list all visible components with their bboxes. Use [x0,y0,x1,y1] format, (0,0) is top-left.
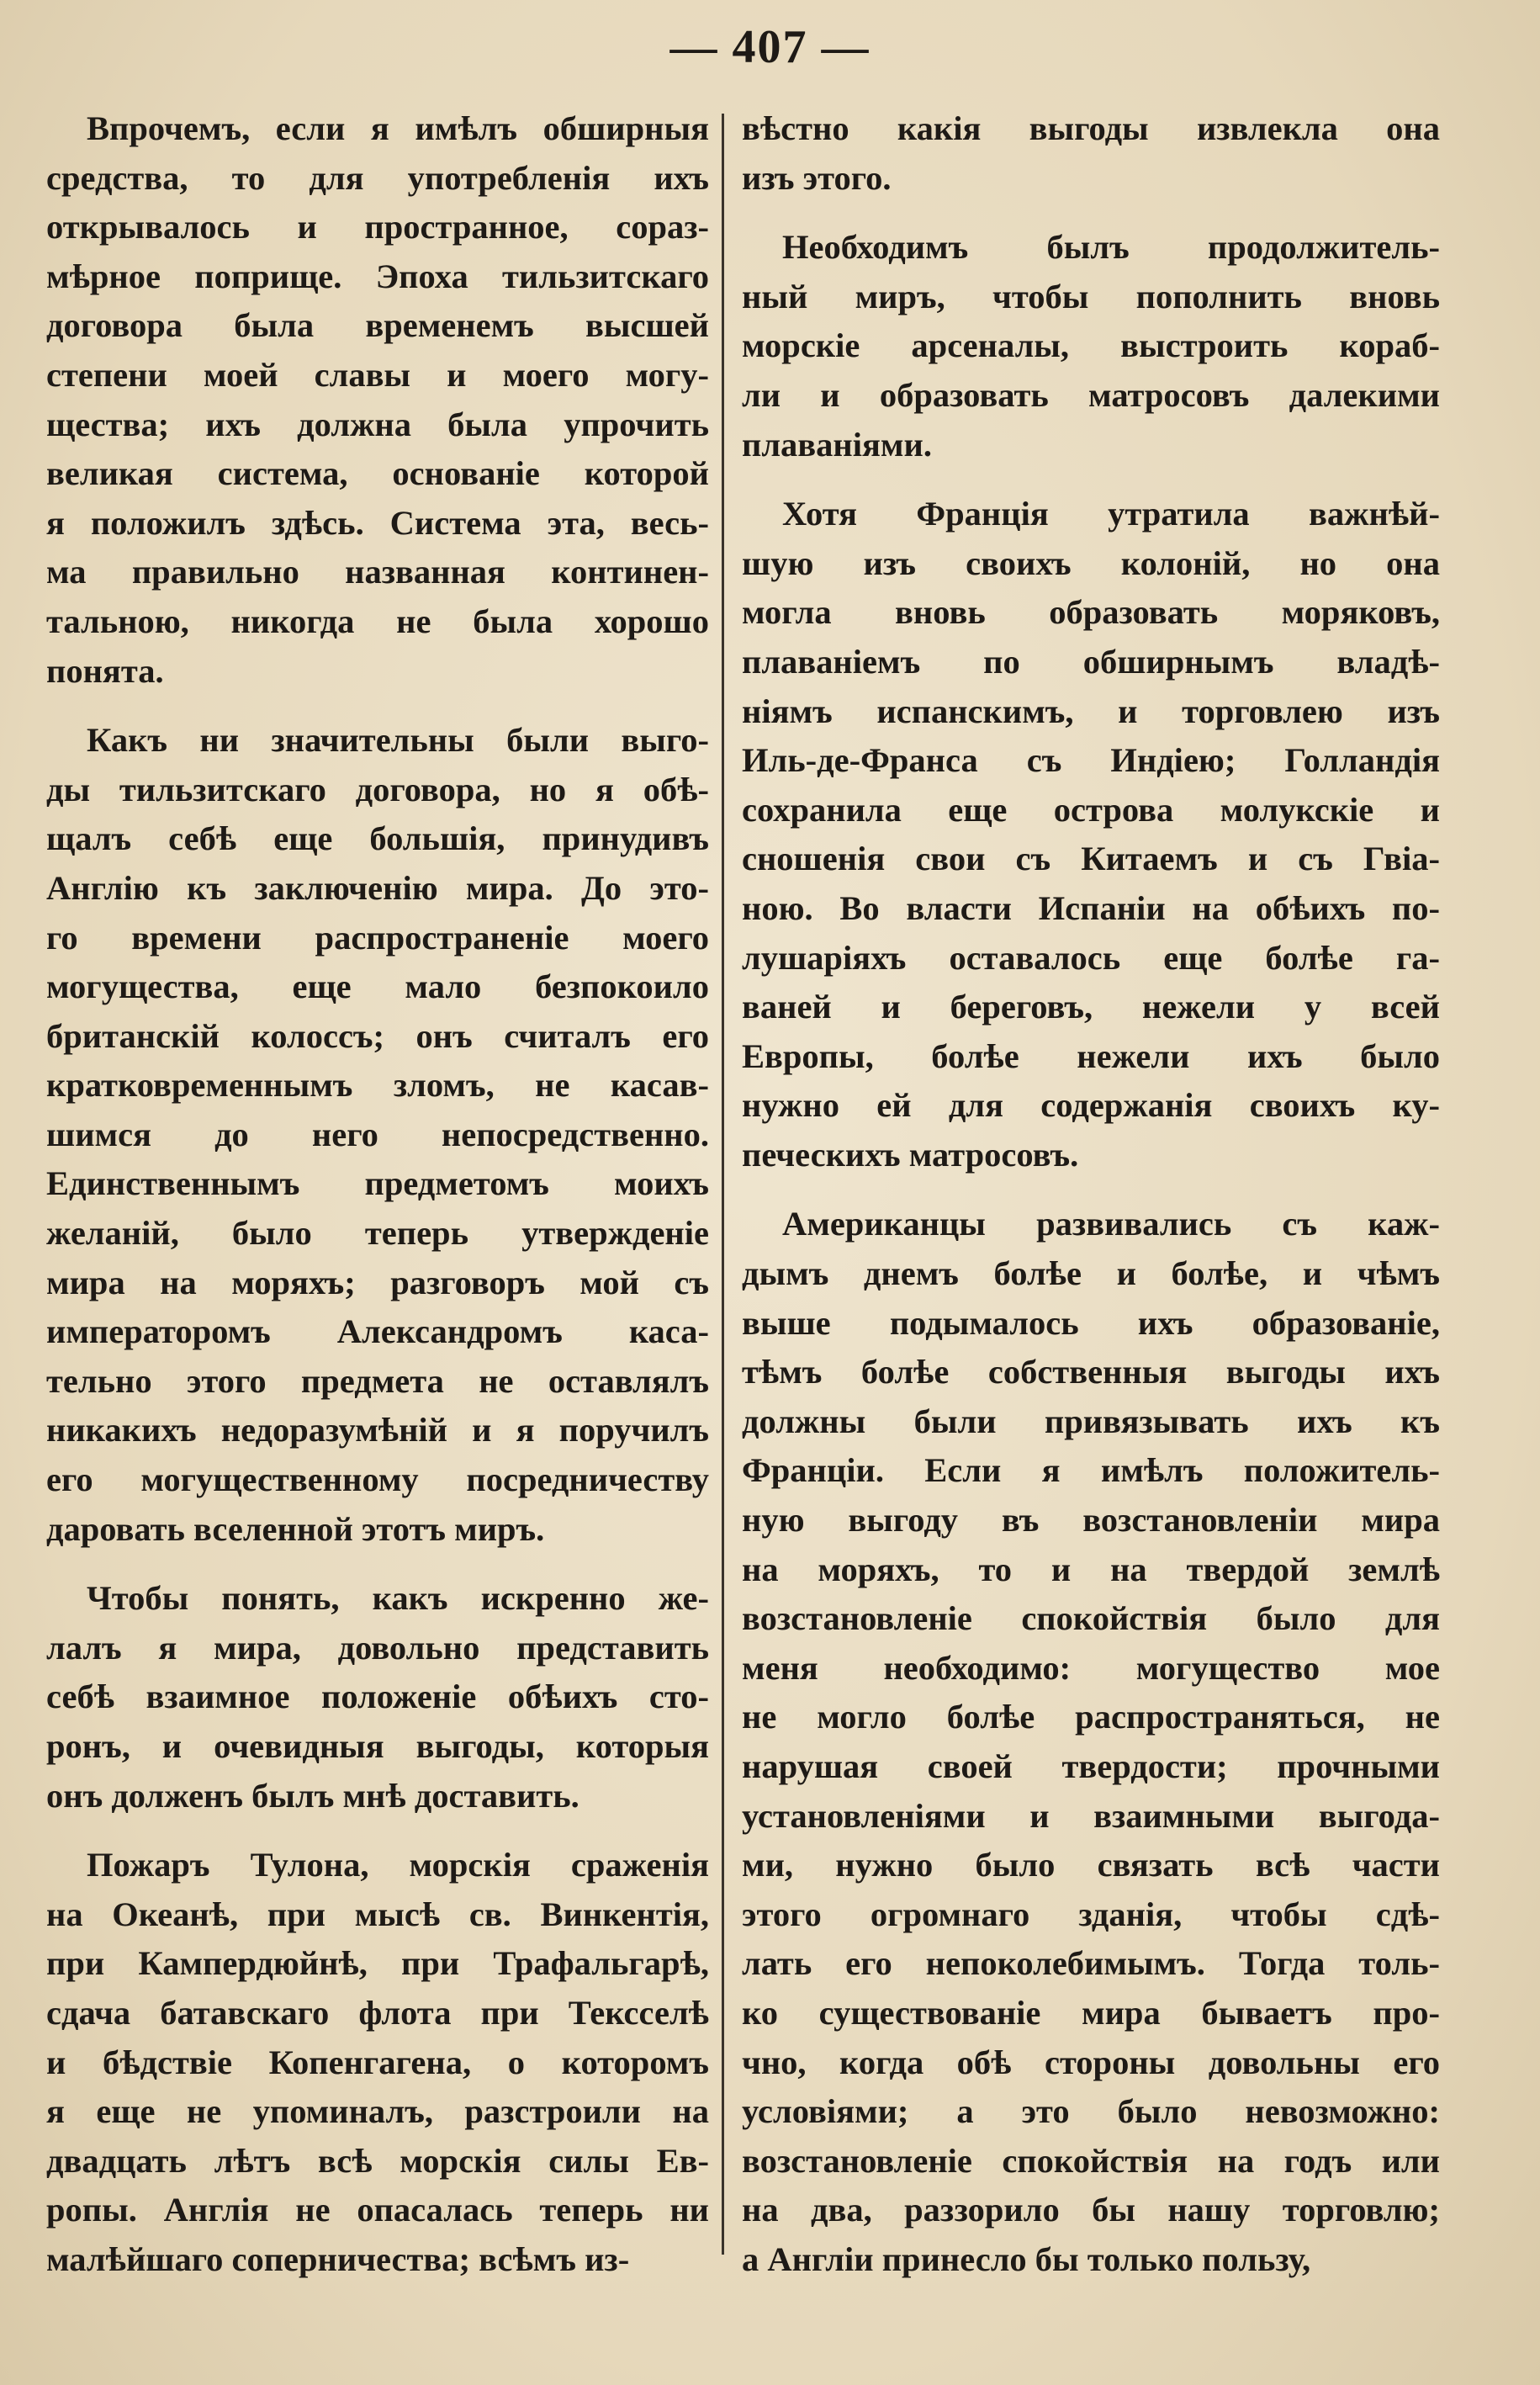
right-text-column [742,104,1440,2305]
text-line: степени моей славы и моего могу- [46,355,709,394]
text-line: ми, нужно было связать всѣ части [742,1846,1440,1884]
text-line: малѣйшаго соперничества; всѣмъ из- [46,2239,630,2278]
page-number: — 407 — [669,21,871,73]
text-line: изъ этого. [742,158,892,197]
text-line: при Кампердюйнѣ, при Трафальгарѣ, [46,1944,709,1983]
text-line: тельно этого предмета не оставлялъ [46,1361,709,1400]
text-line: Чтобы понять, какъ искренно же- [87,1579,709,1618]
text-line: щалъ себѣ еще большія, принудивъ [46,819,709,858]
text-line: сохранила еще острова молукскіе и [742,790,1440,829]
text-line: нарушая своей твердости; прочными [742,1747,1440,1785]
text-line: вѣстно какія выгоды извлекла она [742,109,1440,147]
text-line: этого огромнаго зданія, чтобы сдѣ- [742,1895,1440,1933]
text-line: лушаріяхъ оставалось еще болѣе га- [742,938,1440,977]
text-line: могущества, еще мало безпокоило [46,967,709,1006]
text-line: Франціи. Если я имѣлъ положитель- [742,1451,1440,1490]
text-line: тѣмъ болѣе собственныя выгоды ихъ [742,1353,1440,1391]
paragraph [46,1841,709,2284]
text-line: понята. [46,651,164,690]
text-line: ропы. Англія не опасалась теперь ни [46,2191,709,2229]
text-line: лать его непоколебимымъ. Тогда толь- [742,1944,1440,1983]
text-line: Англію къ заключенію мира. До это- [46,868,709,907]
column-divider [722,114,724,2255]
text-line: щества; ихъ должна была упрочить [46,405,709,443]
text-line: ма правильно названная континен- [46,553,709,591]
paragraph [742,1200,1440,2284]
text-line: Единственнымъ предметомъ моихъ [46,1164,709,1203]
text-line: ваней и береговъ, нежели у всей [742,988,1440,1026]
paragraph [742,490,1440,1179]
text-line: на Океанѣ, при мысѣ св. Винкентія, [46,1895,709,1933]
text-line: чно, когда обѣ стороны довольны его [742,2043,1440,2081]
text-line: должны были привязывать ихъ къ [742,1402,1440,1440]
text-line: лалъ я мира, довольно представить [46,1628,709,1667]
text-line: ный миръ, чтобы пополнить вновь [742,277,1440,315]
text-line: дымъ днемъ болѣе и болѣе, и чѣмъ [742,1254,1440,1293]
text-line: двадцать лѣтъ всѣ морскія силы Ев- [46,2141,709,2180]
text-line: его могущественному посредничеству [46,1460,709,1499]
text-line: сдача батавскаго флота при Тексселѣ [46,1993,709,2032]
left-text-column [46,104,709,2305]
text-line: никакихъ недоразумѣній и я поручилъ [46,1411,709,1450]
text-line: меня необходимо: могущество мое [742,1648,1440,1687]
text-line: себѣ взаимное положеніе обѣихъ сто- [46,1677,709,1716]
text-line: возстановленіе спокойствія на годъ или [742,2141,1440,2180]
text-line: а Англіи принесло бы только пользу, [742,2239,1311,2278]
text-line: Впрочемъ, если я имѣлъ обширныя [87,109,709,147]
text-line: Пожаръ Тулона, морскія сраженія [87,1846,709,1884]
text-line: мѣрное поприще. Эпоха тильзитскаго [46,257,709,295]
text-line: и бѣдствіе Копенгагена, о которомъ [46,2043,709,2081]
text-line: желаній, было теперь утвержденіе [46,1214,709,1253]
text-line: императоромъ Александромъ каса- [46,1312,709,1351]
text-line: ніямъ испанскимъ, и торговлею изъ [742,692,1440,730]
text-line: ною. Во власти Испаніи на обѣихъ по- [742,888,1440,927]
paragraph [46,716,709,1554]
text-line: не могло болѣе распространяться, не [742,1698,1440,1736]
text-line: великая система, основаніе которой [46,454,709,493]
text-line: ко существованіе мира бываетъ про- [742,1993,1440,2032]
text-line: го времени распространеніе моего [46,918,709,957]
text-line: нужно ей для содержанія своихъ ку- [742,1086,1440,1125]
text-line: открывалось и пространное, сораз- [46,208,709,246]
text-line: Хотя Франція утратила важнѣй- [782,495,1440,533]
text-line: выше подымалось ихъ образованіе, [742,1303,1440,1342]
paragraph [742,104,1440,203]
text-line: даровать вселенной этотъ миръ. [46,1509,545,1548]
text-line: ную выгоду въ возстановленіи мира [742,1501,1440,1540]
text-line: установленіями и взаимными выгода- [742,1796,1440,1835]
text-line: я еще не упоминалъ, разстроили на [46,2092,709,2131]
text-line: шую изъ своихъ колоній, но она [742,543,1440,582]
text-line: тальною, никогда не была хорошо [46,602,709,640]
text-line: могла вновь образовать моряковъ, [742,593,1440,632]
paragraph [46,1574,709,1821]
text-line: на моряхъ, то и на твердой землѣ [742,1550,1440,1588]
text-line: Необходимъ былъ продолжитель- [782,228,1440,267]
text-line: я положилъ здѣсь. Система эта, весь- [46,503,709,542]
text-line: Европы, болѣе нежели ихъ было [742,1036,1440,1075]
text-line: на два, раззорило бы нашу торговлю; [742,2191,1440,2229]
text-line: онъ долженъ былъ мнѣ доставить. [46,1776,579,1815]
text-line: британскій колоссъ; онъ считалъ его [46,1016,709,1055]
text-line: морскіе арсеналы, выстроить кораб- [742,326,1440,365]
text-line: средства, то для употребленія ихъ [46,158,709,197]
text-line: плаваніями. [742,425,932,464]
text-line: плаваніемъ по обширнымъ владѣ- [742,642,1440,681]
text-line: Американцы развивались съ каж- [782,1205,1440,1243]
text-line: возстановленіе спокойствія было для [742,1599,1440,1638]
text-line: сношенія свои съ Китаемъ и съ Гвіа- [742,840,1440,878]
text-line: договора была временемъ высшей [46,306,709,345]
text-line: кратковременнымъ зломъ, не касав- [46,1066,709,1105]
paragraph [46,104,709,696]
text-line: Иль-де-Франса съ Индіею; Голландія [742,741,1440,780]
text-line: Какъ ни значительны были выго- [87,721,709,760]
paragraph [742,223,1440,469]
text-line: ронъ, и очевидныя выгоды, которыя [46,1727,709,1765]
text-line: печескихъ матросовъ. [742,1135,1079,1174]
text-line: ли и образовать матросовъ далекими [742,375,1440,414]
text-line: ды тильзитскаго договора, но я обѣ- [46,770,709,808]
text-line: условіями; а это было невозможно: [742,2092,1440,2131]
text-line: мира на моряхъ; разговоръ мой съ [46,1263,709,1301]
text-line: шимся до него непосредственно. [46,1115,709,1153]
